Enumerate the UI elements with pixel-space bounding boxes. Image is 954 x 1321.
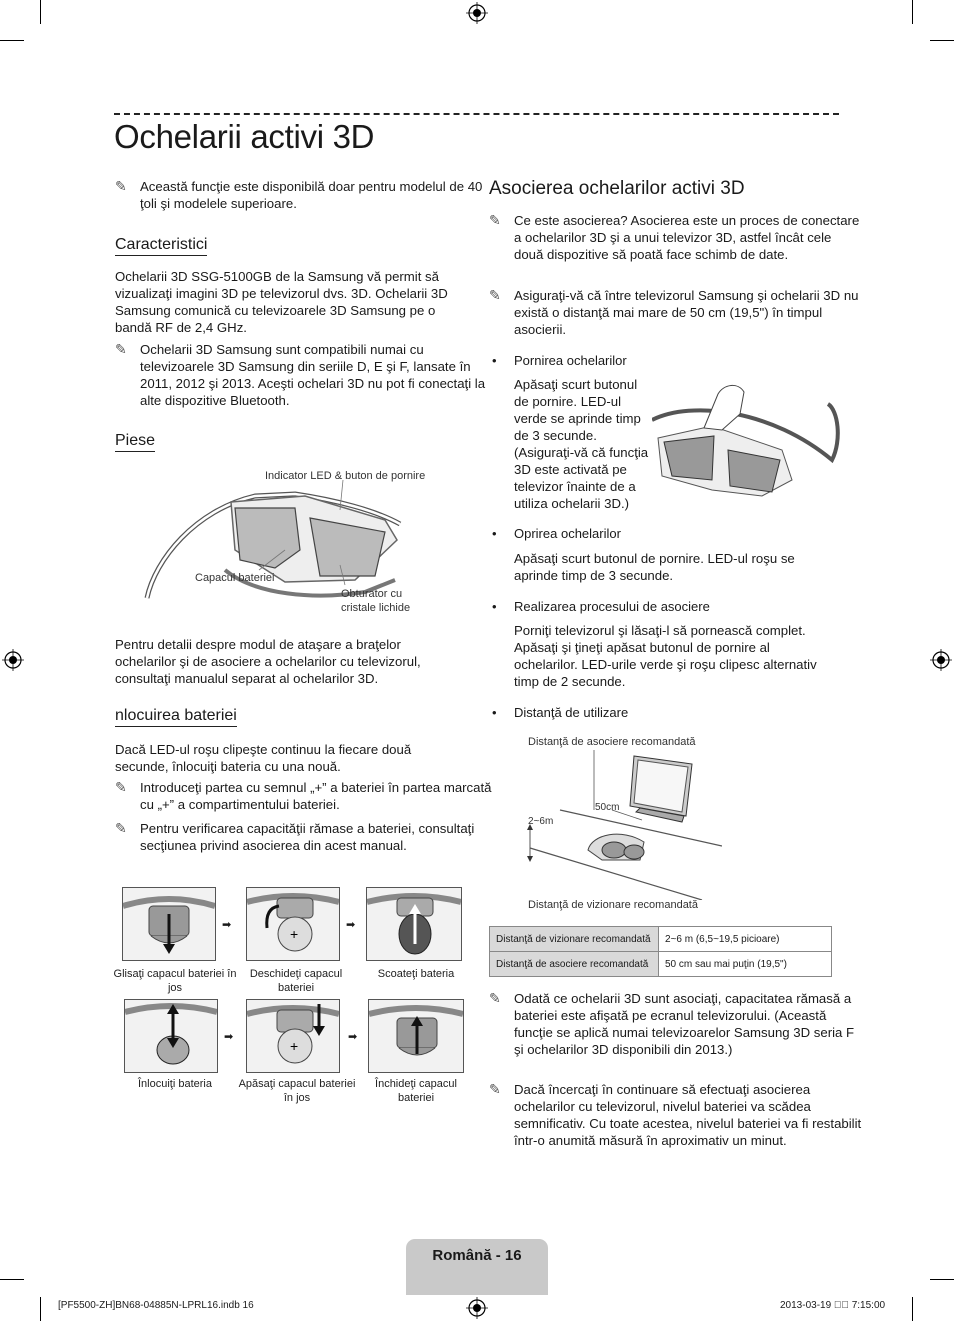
pencil-note-icon: ✎ <box>489 990 501 1006</box>
label-shutter: Obturator cu cristale lichide <box>341 588 411 614</box>
step-caption: Înlocuiţi bateria <box>138 1078 212 1090</box>
registration-mark-icon <box>930 649 952 671</box>
step-caption: Scoateţi bateria <box>377 968 455 980</box>
table-cell-key: Distanţă de asociere recomandată <box>490 952 659 977</box>
crop-mark <box>0 40 24 41</box>
arrow-right-icon: ➡ <box>224 1031 234 1043</box>
title-rule <box>114 113 839 115</box>
asociere-note-1: ✎ Ce este asocierea? Asocierea este un proces de conectare a ochelarilor 3D şi a unui televizor 3D, astfel încât cele două dispozitive să poată face schimb de date. <box>489 212 860 262</box>
pencil-note-icon: ✎ <box>489 212 501 228</box>
bullet-power-on: • Pornirea ochelarilor <box>514 353 627 368</box>
bullet-pairing: • Realizarea procesului de asociere <box>514 599 710 614</box>
step-image-slide-cover <box>122 887 216 961</box>
crop-mark <box>40 0 41 24</box>
pencil-note-icon: ✎ <box>115 779 127 795</box>
footer-page-label: Română - 16 <box>432 1247 522 1264</box>
power-on-text: Apăsaţi scurt butonul de pornire. LED-ul verde se aprinde timp de 3 secunde. (Asiguraţi-vă că funcţia 3D este activată pe televizor înainte de a utiliza ochelarii 3D.) <box>514 377 649 511</box>
table-row <box>490 927 832 952</box>
crop-mark <box>930 1279 954 1280</box>
bullet-distance: • Distanţă de utilizare <box>514 705 628 720</box>
step-caption: Apăsaţi capacul bateriei în jos <box>238 1078 356 1104</box>
piese-paragraph: Pentru detalii despre modul de ataşare a braţelor ochelarilor şi de asociere a ochelarilor cu televizorul, consultaţi manualul separat al ochelarilor 3D. <box>115 637 421 686</box>
step-caption: Glisaţi capacul bateriei în jos <box>113 968 237 994</box>
crop-mark <box>930 40 954 41</box>
crop-mark <box>912 1297 913 1321</box>
step-image-replace-battery <box>124 999 218 1073</box>
bullet-power-off: • Oprirea ochelarilor <box>514 526 621 541</box>
label-pair-distance: Distanţă de asociere recomandată <box>528 736 696 748</box>
pencil-note-icon: ✎ <box>489 287 501 303</box>
piese-heading: Piese <box>115 432 155 452</box>
pencil-note-icon: ✎ <box>489 1081 501 1097</box>
page-title: Ochelarii activi 3D <box>114 118 375 155</box>
step-image-open-cover <box>246 887 340 961</box>
arrow-right-icon: ➡ <box>222 919 232 931</box>
baterie-paragraph: Dacă LED-ul roşu clipeşte continuu la fiecare două secunde, înlocuiţi bateria cu una nouă. <box>115 742 412 774</box>
step-caption: Închideţi capacul bateriei <box>375 1078 457 1104</box>
caracteristici-note: ✎ Ochelarii 3D Samsung sunt compatibili numai cu televizoarele 3D Samsung din seriile D, E şi F, lansate în 2011, 2012 şi 2013. Aceşti ochelari 3D nu pot fi conectaţi la alte dispozitive Bluetooth. <box>115 341 486 408</box>
intro-note: ✎ Această funcţie este disponibilă doar pentru modelul de 40 ţoli şi modelele superioare. <box>115 178 483 211</box>
registration-mark-icon <box>466 2 488 24</box>
step-caption: Deschideţi capacul bateriei <box>249 968 343 994</box>
step-image-remove-battery <box>366 887 462 961</box>
asociere-note-2: ✎ Asiguraţi-vă că între televizorul Samsung şi ochelarii 3D nu există o distanţă mai mare de 50 cm (19,5") în timpul asocierii. <box>489 287 859 337</box>
asociere-heading: Asocierea ochelarilor activi 3D <box>489 178 745 199</box>
arrow-right-icon: ➡ <box>346 919 356 931</box>
registration-mark-icon <box>466 1297 488 1319</box>
print-date-info: 2013-03-19 ￿￿ 7:15:00 <box>780 1300 886 1311</box>
label-view-distance: Distanţă de vizionare recomandată <box>528 899 698 911</box>
svg-text:+: + <box>290 1038 299 1054</box>
power-off-text: Apăsaţi scurt butonul de pornire. LED-ul roşu se aprinde timp de 3 secunde. <box>514 551 795 583</box>
crop-mark <box>912 0 913 24</box>
pencil-note-icon: ✎ <box>115 820 127 836</box>
label-battery-cover: Capacul bateriei <box>195 572 275 584</box>
print-file-info: [PF5500-ZH]BN68-04885N-LPRL16.indb 16 <box>58 1300 254 1311</box>
registration-mark-icon <box>2 649 24 671</box>
step-image-close-cover <box>368 999 464 1073</box>
asociere-note-3: ✎ Odată ce ochelarii 3D sunt asociaţi, capacitatea rămasă a bateriei este afişată pe ecranul televizorului. (Această funcţie se aplică numai televizoarelor Samsung 3D seria F şi ochelarilor 3D disponibili din 2013.) <box>489 990 855 1057</box>
baterie-note-2: ✎ Pentru verificarea capacităţii rămase a bateriei, consultaţi secţiunea privind asocierea din acest manual. <box>115 820 475 853</box>
arrow-right-icon: ➡ <box>348 1031 358 1043</box>
pairing-text: Porniţi televizorul şi lăsaţi-l să pornească complet. Apăsaţi şi ţineţi apăsat butonul de pornire al ochelarilor. LED-urile verde şi roşu clipesc alternativ timp de 2 secunde. <box>514 623 817 689</box>
crop-mark <box>40 1297 41 1321</box>
svg-text:+: + <box>290 926 299 942</box>
asociere-note-4: ✎ Dacă încercaţi în continuare să efectuaţi asocierea ochelarilor cu televizorul, nivelul bateriei va scădea semnificativ. Cu toate acestea, nivelul bateriei va fi restabilit într-o anumită măsură în aproximativ un minut. <box>489 1081 862 1148</box>
label-led-button: Indicator LED & buton de pornire <box>265 470 426 482</box>
baterie-heading: nlocuirea bateriei <box>115 707 237 727</box>
table-row <box>490 952 832 977</box>
label-50cm: 50cm <box>595 802 620 813</box>
caracteristici-heading: Caracteristici <box>115 236 207 256</box>
distance-table <box>489 926 832 977</box>
table-cell-value: 50 cm sau mai puţin (19,5") <box>659 952 832 977</box>
baterie-note-1: ✎ Introduceţi partea cu semnul „+” a bateriei în partea marcată cu „+” a compartimentului bateriei. <box>115 779 492 812</box>
table-cell-value: 2~6 m (6,5~19,5 picioare) <box>659 927 832 952</box>
step-image-press-cover <box>246 999 340 1073</box>
table-cell-key: Distanţă de vizionare recomandată <box>490 927 659 952</box>
label-2-6m: 2~6m <box>528 816 554 827</box>
pencil-note-icon: ✎ <box>115 341 127 357</box>
crop-mark <box>0 1279 24 1280</box>
pencil-note-icon: ✎ <box>115 178 127 194</box>
caracteristici-paragraph: Ochelarii 3D SSG-5100GB de la Samsung vă permit să vizualizaţi imagini 3D pe televizorul dvs. 3D. Ochelarii 3D Samsung comunică cu televizoarele 3D Samsung pe o bandă RF de 2,4 GHz. <box>115 269 448 335</box>
glasses-power-illustration <box>652 380 842 500</box>
